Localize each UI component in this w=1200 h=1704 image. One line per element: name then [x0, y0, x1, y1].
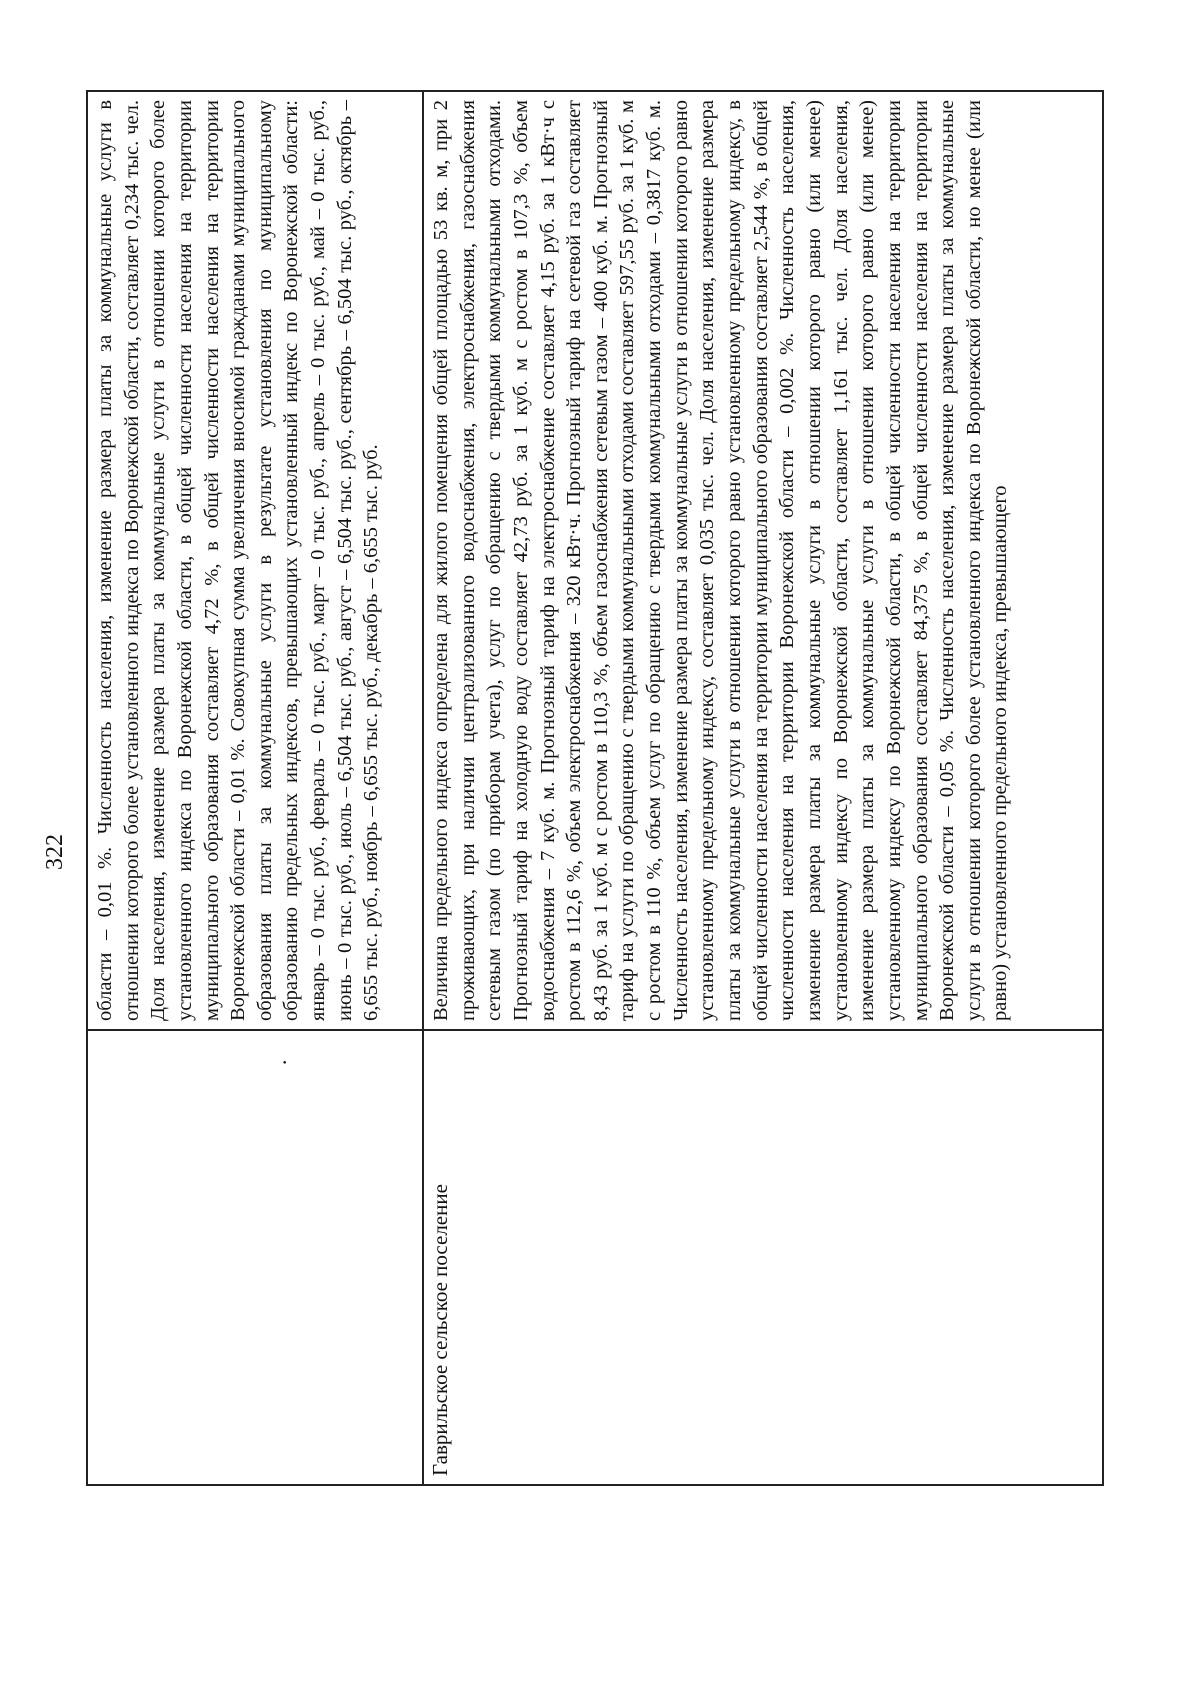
description-text: области – 0,01 %. Численность населения, изменение размера платы за коммунальные услуги в отношении которого более установленного индекса по Воронежской области, составляет 0,234 тыс. чел. Доля населения, изменение размера платы за коммунальные услуги в отношении которого более установленного индекса по Воронежской области, в общей численности населения на территории муниципального образования составляет 4,72 %, в общей численности населения на территории Воронежской области – 0,01 %. Совокупная сумма увеличения вносимой гражданами муниципального образования платы за коммунальные услуги в результате установления по муниципальному образованию предельных индексов, превышающих установленный индекс по Воронежской области: январь – 0 тыс. руб., февраль – 0 тыс. руб., март – 0 тыс. руб., апрель – 0 тыс. руб., май – 0 тыс. руб., июнь – 0 тыс. руб., июль – 6,504 тыс. руб., август – 6,504 тыс. руб., сентябрь – 6,504 тыс. руб., октябрь – 6,655 тыс. руб., ноябрь – 6,655 тыс. руб., декабрь – 6,655 тыс. руб. — [94, 100, 383, 1021]
description-cell — [87, 91, 423, 1030]
municipality-name: Гаврильское сельское поселение — [428, 1184, 452, 1476]
municipality-name-cell — [87, 1030, 423, 1485]
page-number: 322 — [42, 834, 68, 870]
table-row — [423, 91, 1103, 1485]
stray-mark: · — [272, 1058, 297, 1066]
description-cell — [423, 91, 1103, 1030]
municipality-name-cell — [423, 1030, 1103, 1485]
index-table — [86, 90, 1104, 1486]
description-text: Величина предельного индекса определена для жилого помещения общей площадью 53 кв. м, при 2 проживающих, при наличии централизованного водоснабжения, электроснабжения, газоснабжения сетевым газом (по приборам учета), услуг по обращению с твердыми коммунальными отходами. Прогнозный тариф на холодную воду составляет 42,73 руб. за 1 куб. м с ростом в 107,3 %, объем водоснабжения – 7 куб. м. Прогнозный тариф на электроснабжение составляет 4,15 руб. за 1 кВт·ч с ростом в 112,6 %, объем электроснабжения – 320 кВт·ч. Прогнозный тариф на сетевой газ составляет 8,43 руб. за 1 куб. м с ростом в 110,3 %, объем газоснабжения сетевым газом – 400 куб. м. Прогнозный тариф на услуги по обращению с твердыми коммунальными отходами составляет 597,55 руб. за 1 куб. м с ростом в 110 %, объем услуг по обращению с твердыми коммунальными отходами – 0,3817 куб. м. Численность населения, изменение размера платы за коммунальные услуги в отношении которого равно установленному предельному индексу, составляет 0,035 тыс. чел. Доля населения, изменение размера платы за коммунальные услуги в отношении которого равно установленному предельному индексу, в общей численности населения на территории муниципального образования составляет 2,544 %, в общей численности населения на территории Воронежской области – 0,002 %. Численность населения, изменение размера платы за коммунальные услуги в отношении которого равно (или менее) установленному индексу по Воронежской области, составляет 1,161 тыс. чел. Доля населения, изменение размера платы за коммунальные услуги в отношении которого равно (или менее) установленному индексу по Воронежской области, в общей численности населения на территории муниципального образования составляет 84,375 %, в общей численности населения на территории Воронежской области – 0,05 %. Численность населения, изменение размера платы за коммунальные услуги в отношении которого более установленного индекса по Воронежской области, но менее (или равно) установленного предельного индекса, превышающего — [430, 100, 1012, 1021]
table-row — [87, 91, 423, 1485]
